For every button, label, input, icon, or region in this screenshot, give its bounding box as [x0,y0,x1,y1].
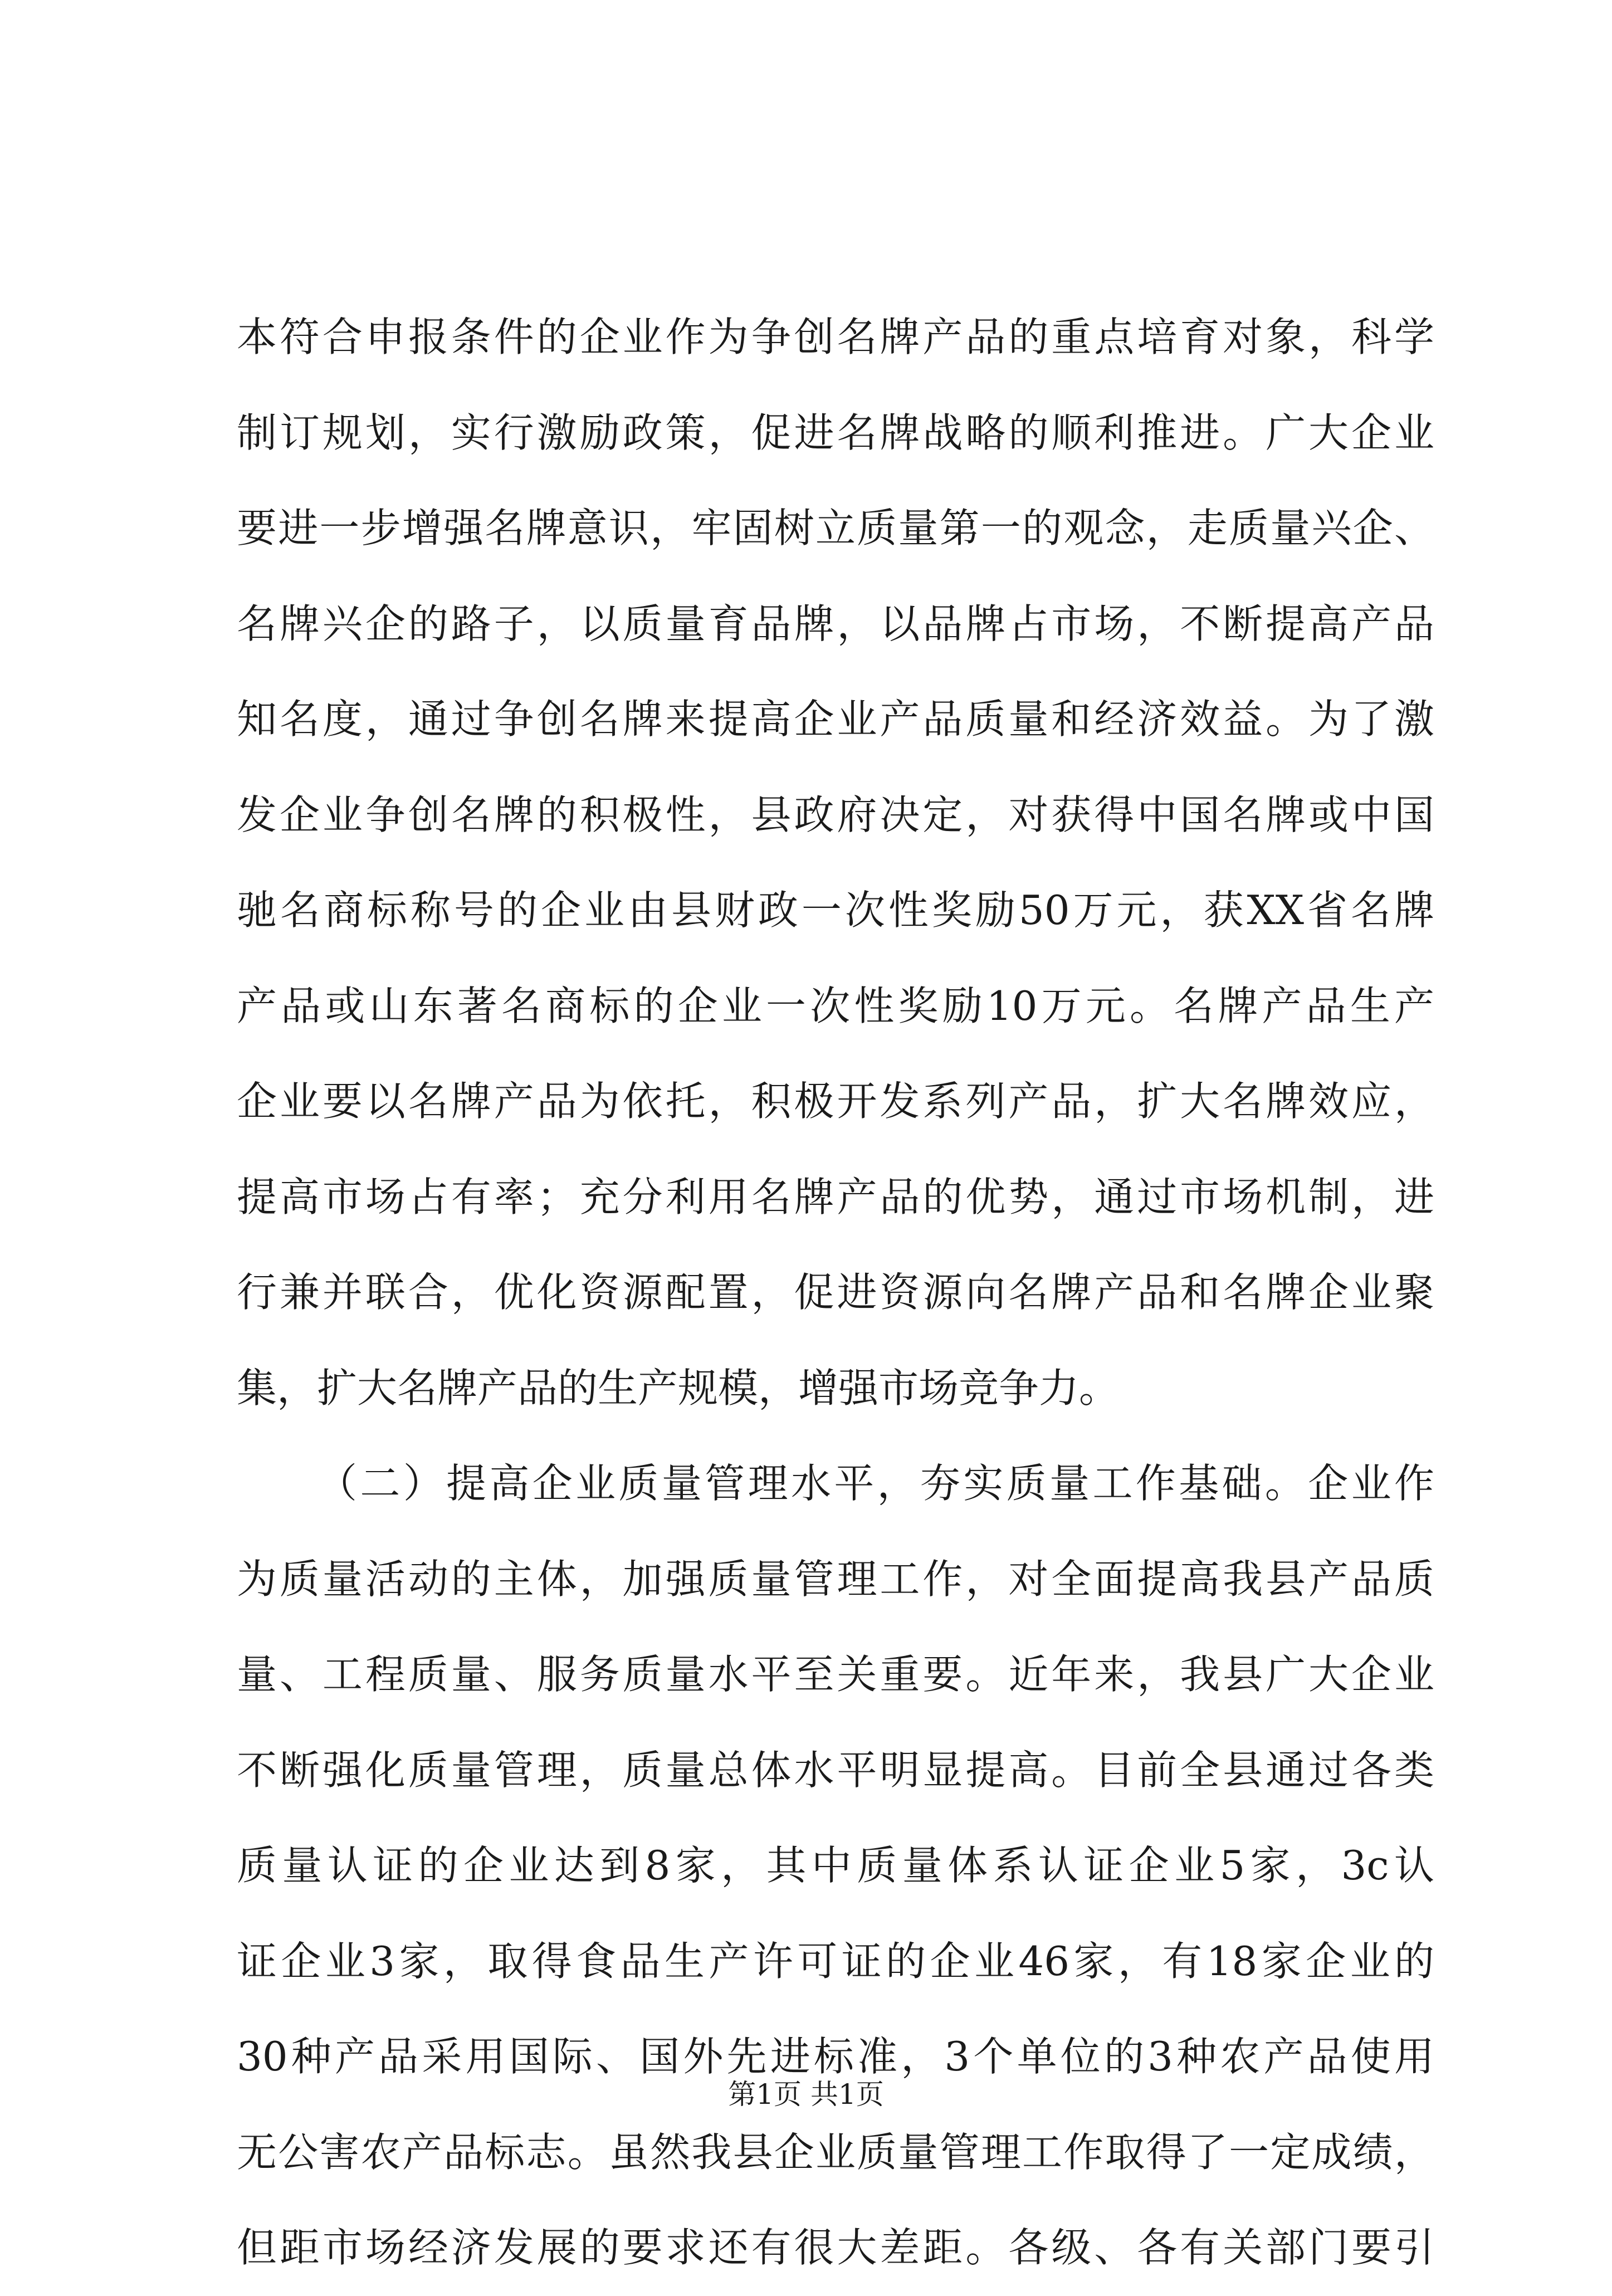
page-footer: 第1页 共1页 [728,2078,884,2111]
text-line: 名牌兴企的路子，以质量育品牌，以品牌占市场，不断提高产品 [237,600,1434,647]
text-line: 质量认证的企业达到8家，其中质量体系认证企业5家，3c认 [237,1842,1434,1889]
document-body [237,290,1434,2296]
text-line: 知名度，通过争创名牌来提高企业产品质量和经济效益。为了激 [237,696,1434,742]
text-line: 要进一步增强名牌意识，牢固树立质量第一的观念，走质量兴企、 [237,505,1434,551]
section-heading-line: （二）提高企业质量管理水平，夯实质量工作基础。企业作 [317,1460,1434,1507]
text-line: 无公害农产品标志。虽然我县企业质量管理工作取得了一定成绩， [237,2128,1434,2176]
text-line: 30种产品采用国际、国外先进标准，3个单位的3种农产品使用 [237,2033,1434,2080]
text-line: 驰名商标称号的企业由县财政一次性奖励50万元，获XX省名牌 [237,887,1434,934]
text-line: 量、工程质量、服务质量水平至关重要。近年来，我县广大企业 [237,1651,1434,1698]
text-line: 集，扩大名牌产品的生产规模，增强市场竞争力。 [237,1364,1120,1411]
text-line: 但距市场经济发展的要求还有很大差距。各级、各有关部门要引 [237,2224,1434,2271]
text-line: 发企业争创名牌的积极性，县政府决定，对获得中国名牌或中国 [237,791,1434,838]
text-line: 制订规划，实行激励政策，促进名牌战略的顺利推进。广大企业 [237,409,1434,456]
text-line: 本符合申报条件的企业作为争创名牌产品的重点培育对象，科学 [237,314,1434,360]
text-line: 产品或山东著名商标的企业一次性奖励10万元。名牌产品生产 [237,982,1434,1029]
text-line: 为质量活动的主体，加强质量管理工作，对全面提高我县产品质 [237,1555,1434,1603]
text-line: 企业要以名牌产品为依托，积极开发系列产品，扩大名牌效应， [237,1078,1434,1125]
text-line: 证企业3家，取得食品生产许可证的企业46家，有18家企业的 [237,1937,1434,1985]
text-line: 提高市场占有率；充分利用名牌产品的优势，通过市场机制，进 [237,1173,1434,1220]
text-line: 行兼并联合，优化资源配置，促进资源向名牌产品和名牌企业聚 [237,1269,1434,1316]
text-line: 不断强化质量管理，质量总体水平明显提高。目前全县通过各类 [237,1746,1434,1794]
